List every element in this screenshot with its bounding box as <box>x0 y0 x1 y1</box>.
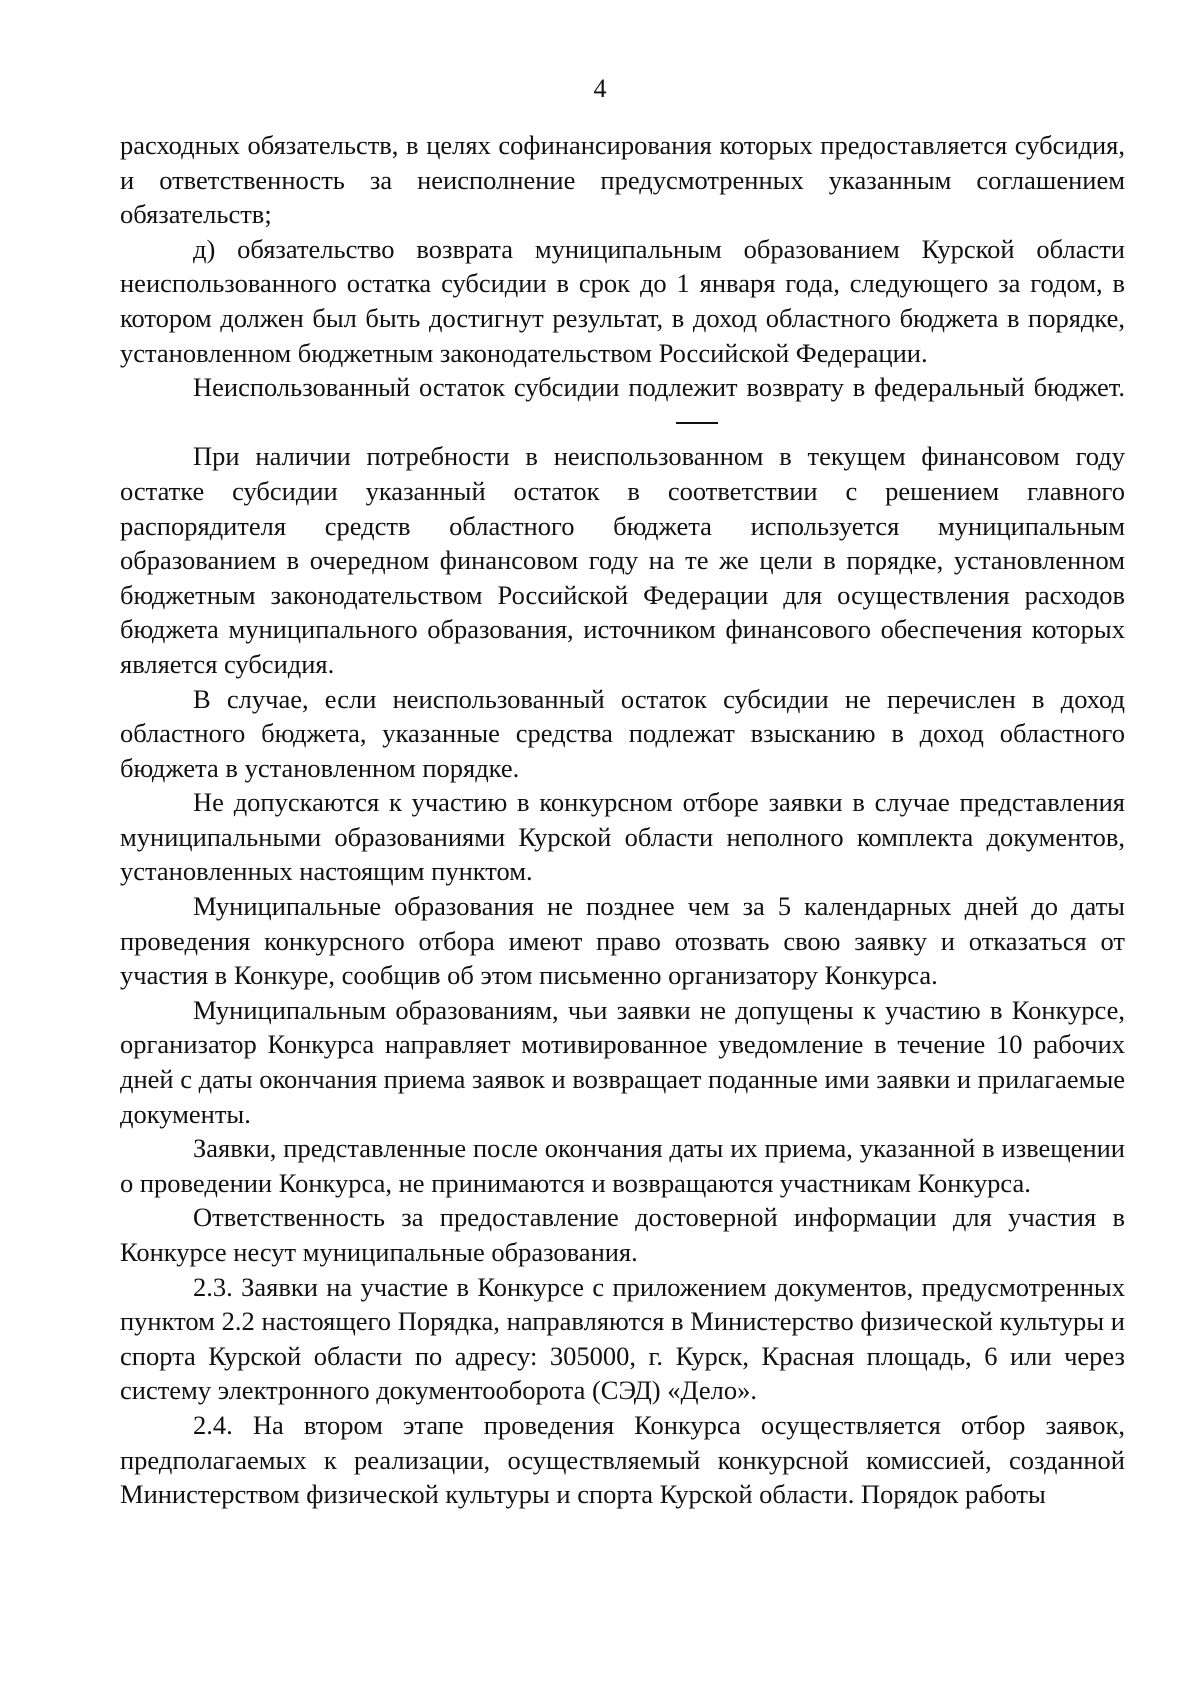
paragraph-text: Неиспользованный остаток субсидии подлежит возврату в федеральный бюджет. <box>193 372 1125 403</box>
paragraph: расходных обязательств, в целях софинансирования которых предоставляется субсидия, и ответственность за неисполнение предусмотренных указанным соглашением обязательств; <box>120 130 1125 230</box>
paragraph: В случае, если неиспользованный остаток субсидии не перечислен в доход областного бюджета, указанные средства подлежат взысканию в доход областного бюджета в установленном порядке. <box>120 683 1125 783</box>
paragraph: Ответственность за предоставление достоверной информации для участия в Конкурсе несут муниципальные образования. <box>120 1202 1125 1267</box>
paragraph: Муниципальные образования не позднее чем за 5 календарных дней до даты проведения конкурсного отбора имеют право отозвать свою заявку и отказаться от участия в Конкуре, сообщив об этом письменно организатору Конкурса. <box>120 891 1125 991</box>
paragraph: Заявки, представленные после окончания даты их приема, указанной в извещении о проведении Конкурса, не принимаются и возвращаются участникам Конкурса. <box>120 1133 1125 1198</box>
paragraph: Не допускаются к участию в конкурсном отборе заявки в случае представления муниципальными образованиями Курской области неполного комплекта документов, установленных настоящим пунктом. <box>120 787 1125 887</box>
paragraph: При наличии потребности в неиспользованном в текущем финансовом году остатке субсидии указанный остаток в соответствии с решением главного распорядителя средств областного бюджета используется муниципальным образованием в очередном финансовом году на те же цели в порядке, установленном бюджетным законодательством Российской Федерации для осуществления расходов бюджета муниципального образования, источником финансового обеспечения которых является субсидия. <box>120 441 1125 679</box>
paragraph: Муниципальным образованиям, чьи заявки не допущены к участию в Конкурсе, организатор Конкурса направляет мотивированное уведомление в течение 10 рабочих дней с даты окончания приема заявок и возвращает поданные ими заявки и прилагаемые документы. <box>120 994 1126 1129</box>
page-number: 4 <box>593 74 607 103</box>
document-body <box>120 128 1125 1512</box>
paragraph-with-dash <box>120 370 1125 439</box>
dash-mark <box>676 422 718 424</box>
paragraph: д) обязательство возврата муниципальным образованием Курской области неиспользованного остатка субсидии в срок до 1 января года, следующего за годом, в котором должен был быть достигнут результат, в доход областного бюджета в порядке, установленном бюджетным законодательством Российской Федерации. <box>120 233 1125 368</box>
paragraph: 2.4. На втором этапе проведения Конкурса осуществляется отбор заявок, предполагаемых к реализации, осуществляемый конкурсной комиссией, созданной Министерством физической культуры и спорта Курской области. Порядок работы <box>120 1409 1125 1510</box>
paragraph: 2.3. Заявки на участие в Конкурсе с приложением документов, предусмотренных пунктом 2.2 настоящего Порядка, направляются в Министерство физической культуры и спорта Курской области по адресу: 305000, г. Курск, Красная площадь, 6 или через систему электронного документооборота (СЭД) «Дело». <box>120 1271 1125 1406</box>
